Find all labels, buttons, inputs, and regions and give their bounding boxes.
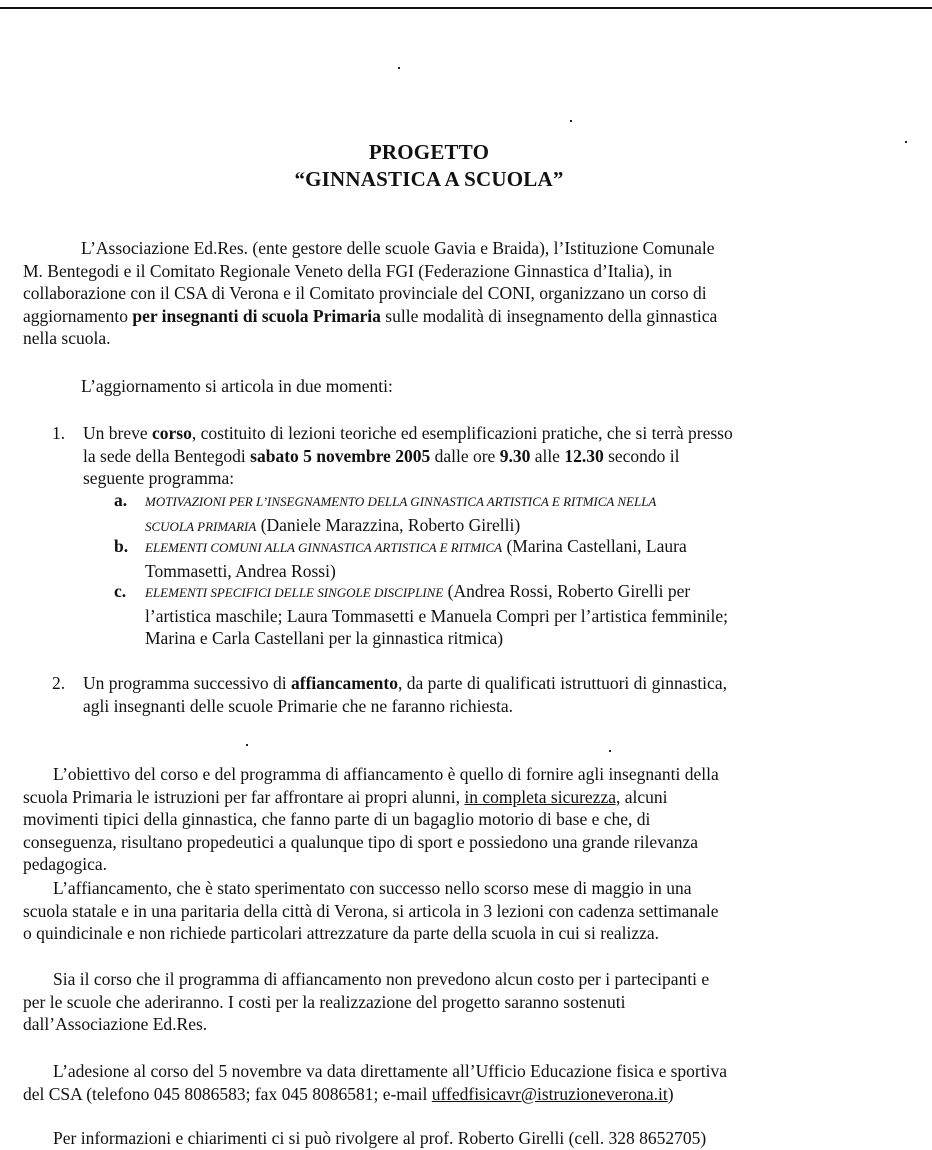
page-title-line1: PROGETTO [368, 140, 490, 164]
sub-item-letter: b. [114, 536, 129, 556]
info-paragraph: Per informazioni e chiarimenti ci si può rivolgere al prof. Roberto Girelli (cell. 328 8652705) [53, 1128, 707, 1148]
scan-speck [609, 750, 611, 752]
affiancamento-paragraph: L’affiancamento, che è stato sperimentato con successo nello scorso mese di maggio in una scuola statale e in una paritaria della città di Verona, si articola in 3 lezioni con cadenza settimanale o quindicinale e non richiede particolari attrezzature da parte della scuola in cui si realizza. [23, 878, 719, 943]
sub-item-b: ELEMENTI COMUNI ALLA GINNASTICA ARTISTICA E RITMICA (Marina Castellani, Laura Tommasetti, Andrea Rossi) [145, 536, 687, 581]
page-title-line2: “GINNASTICA A SCUOLA” [294, 167, 564, 191]
objective-paragraph: L’obiettivo del corso e del programma di affiancamento è quello di fornire agli insegnanti della scuola Primaria le istruzioni per far affrontare ai propri alunni, in completa sicurezza, alcuni movimenti tipici della ginnastica, che fanno parte di un bagaglio motorio di base e che, di conseguenza, risultano propedeutici a qualunque tipo di sport e possiedono una grande rilevanza pedagogica. [23, 764, 719, 874]
moments-paragraph: L’aggiornamento si articola in due momenti: [81, 376, 393, 396]
costs-paragraph: Sia il corso che il programma di affiancamento non prevedono alcun costo per i partecipanti e per le scuole che aderiranno. I costi per la realizzazione del progetto saranno sostenuti dall’Associazione Ed.Res. [23, 969, 710, 1034]
target-audience: per insegnanti di scuola Primaria [132, 305, 381, 326]
list-item-course: Un breve corso, costituito di lezioni teoriche ed esemplificazioni pratiche, che si terrà presso la sede della Bentegodi sabato 5 novembre 2005 dalle ore 9.30 alle 12.30 secondo il seguente programma: [83, 423, 733, 488]
scan-speck [905, 141, 907, 143]
email-link[interactable]: uffedfisicavr@istruzioneverona.it [431, 1083, 668, 1104]
emphasis-safety: in completa sicurezza, [464, 786, 621, 807]
list-item-affiancamento: Un programma successivo di affiancamento, da parte di qualificati istruttuori di ginnastica, agli insegnanti delle scuole Primarie che ne faranno richiesta. [83, 673, 727, 716]
intro-paragraph: L’Associazione Ed.Res. (ente gestore delle scuole Gavia e Braida), l’Istituzione Comunale M. Bentegodi e il Comitato Regionale Veneto della FGI (Federazione Ginnastica d’Italia), in collaborazione con il CSA di Verona e il Comitato provinciale del CONI, organizzano un corso di aggiornamento per insegnanti di scuola Primaria sulle modalità di insegnamento della ginnastica nella scuola. [23, 238, 718, 348]
sub-item-c: ELEMENTI SPECIFICI DELLE SINGOLE DISCIPLINE (Andrea Rossi, Roberto Girelli per l’artistica maschile; Laura Tommasetti e Manuela Compri per l’artistica femminile; Marina e Carla Castellani per la ginnastica ritmica) [145, 581, 729, 648]
sub-item-a: MOTIVAZIONI PER L’INSEGNAMENTO DELLA GINNASTICA ARTISTICA E RITMICA NELLA SCUOLA PRIMARIA (Daniele Marazzina, Roberto Girelli) [145, 494, 657, 535]
scan-speck [398, 67, 400, 69]
adhesion-paragraph: L’adesione al corso del 5 novembre va data direttamente all’Ufficio Educazione fisica e sportiva del CSA (telefono 045 8086583; fax 045 8086581; e-mail uffedfisicavr@istruzioneverona.it) [23, 1061, 727, 1104]
top-rule [0, 7, 932, 9]
sub-item-letter: c. [114, 581, 127, 601]
scan-speck [246, 744, 248, 746]
scan-speck [570, 120, 572, 122]
list-number: 1. [52, 423, 66, 443]
list-number: 2. [52, 673, 66, 693]
sub-item-letter: a. [114, 490, 128, 510]
